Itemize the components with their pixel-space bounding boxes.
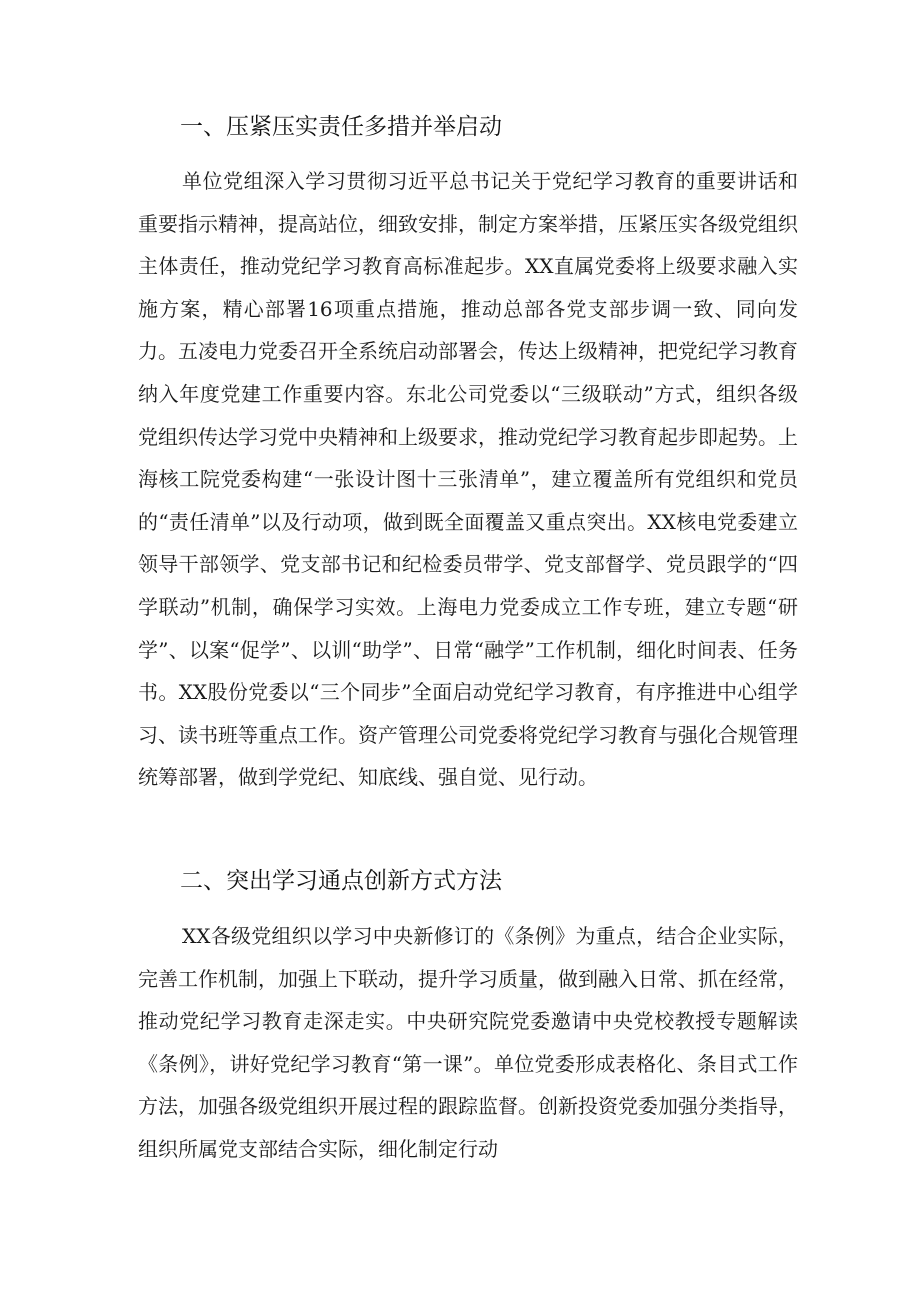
section-heading-1: 一、压紧压实责任多措并举启动 xyxy=(180,114,502,140)
section-paragraph-1: 单位党组深入学习贯彻习近平总书记关于党纪学习教育的重要讲话和重要指示精神，提高站位，细致安排，制定方案举措，压紧压实各级党组织主体责任，推动党纪学习教育高标准起步。XX直属党委将上级要求融入实施方案，精心部署16项重点措施，推动总部各党支部步调一致、同向发力。五凌电力党委召开全系统启动部署会，传达上级精神，把党纪学习教育纳入年度党建工作重要内容。东北公司党委以“三级联动”方式，组织各级党组织传达学习党中央精神和上级要求，推动党纪学习教育起步即起势。上海核工院党委构建“一张设计图十三张清单”，建立覆盖所有党组织和党员的“责任清单”以及行动项，做到既全面覆盖又重点突出。XX核电党委建立领导干部领学、党支部书记和纪检委员带学、党支部督学、党员跟学的“四学联动”机制，确保学习实效。上海电力党委成立工作专班，建立专题“研学”、以案“促学”、以训“助学”、日常“融学”工作机制，细化时间表、任务书。XX股份党委以“三个同步”全面启动党纪学习教育，有序推进中心组学习、读书班等重点工作。资产管理公司党委将党纪学习教育与强化合规管理统筹部署，做到学党纪、知底线、强自觉、见行动。 xyxy=(138,169,798,790)
section-heading-2: 二、突出学习通点创新方式方法 xyxy=(180,868,502,894)
section-paragraph-2: XX各级党组织以学习中央新修订的《条例》为重点，结合企业实际，完善工作机制，加强上下联动，提升学习质量，做到融入日常、抓在经常，推动党纪学习教育走深走实。中央研究院党委邀请中央党校教授专题解读《条例》，讲好党纪学习教育“第一课”。单位党委形成表格化、条目式工作方法，加强各级党组织开展过程的跟踪监督。创新投资党委加强分类指导，组织所属党支部结合实际，细化制定行动 xyxy=(138,924,798,1161)
